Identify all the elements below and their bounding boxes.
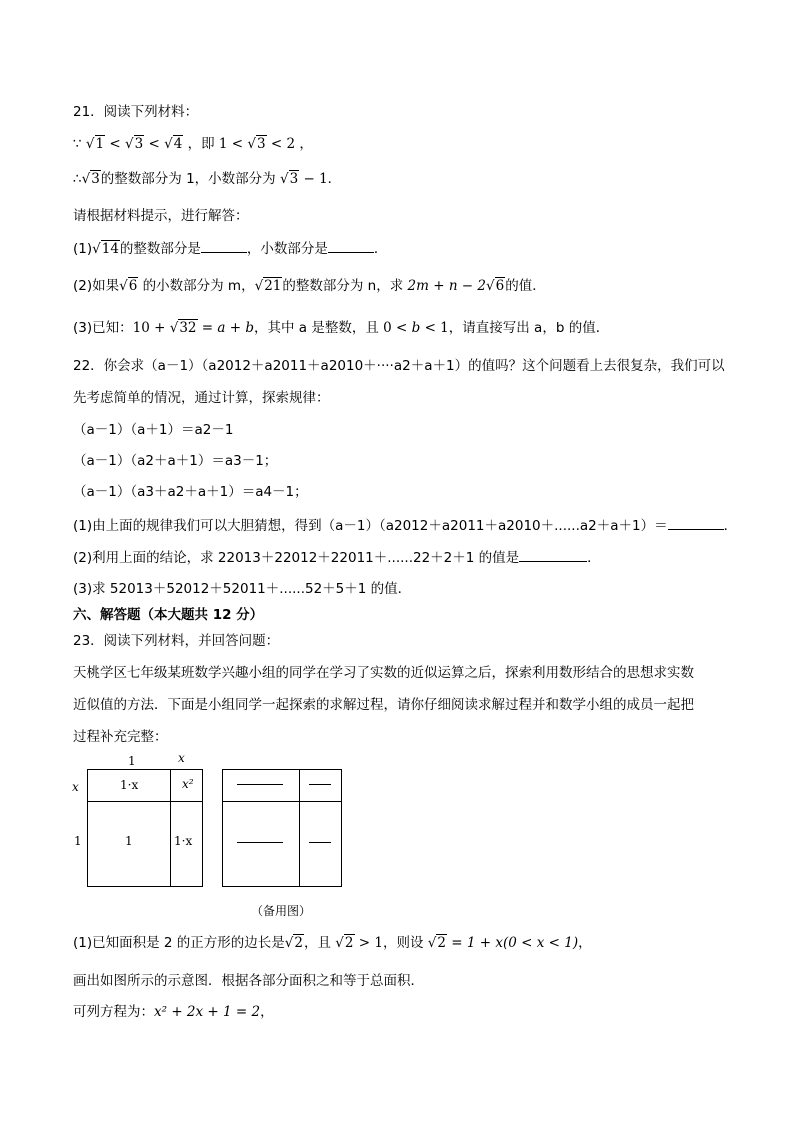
left-label-1: 1 <box>74 834 82 848</box>
section-heading: 六、解答题（本大题共 12 分） <box>73 607 264 623</box>
cell-1x-top: 1·x <box>120 778 139 792</box>
q22-line1: 22．你会求（a－1）（a2012＋a2011＋a2010＋····a2＋a＋1）的值吗？这个问题看上去很复杂，我们可以 <box>73 358 725 374</box>
cell-1x-right: 1·x <box>174 834 193 848</box>
q21-title: 21．阅读下列材料： <box>73 104 199 120</box>
q22-line2: 先考虑简单的情况，通过计算，探索规律： <box>73 390 330 406</box>
q22-part2: (2)利用上面的结论，求 22013＋22012＋22011＋......22＋2＋1 的值是 ． <box>73 550 601 566</box>
cell-x2: x² <box>182 777 194 791</box>
q23-para2: 近似值的方法．下面是小组同学一起探索的求解过程，请你仔细阅读求解过程并和数学小组的成员一起把 <box>73 697 694 713</box>
top-label-x: x <box>178 751 185 765</box>
q21-part3: (3)已知：10 + √32 = a + b，其中 a 是整数，且 0 < b < 1，请直接写出 a，b 的值． <box>73 320 610 336</box>
sqrt-3: √3 <box>125 136 144 152</box>
figure-caption: （备用图） <box>251 904 312 918</box>
answer-blank[interactable] <box>328 240 374 253</box>
q23-para1: 天桃学区七年级某班数学兴趣小组的同学在学习了实数的近似运算之后，探索利用数形结合的思想求实数 <box>73 665 694 681</box>
q21-line2: ∴√3的整数部分为 1，小数部分为 √3 − 1． <box>73 171 342 187</box>
q22-part3: (3)求 52013＋52012＋52011＋......52＋5＋1 的值． <box>73 581 412 597</box>
spare-grid <box>222 769 342 887</box>
q22-eq1: （a－1）（a＋1）＝a2－1 <box>73 422 234 438</box>
q22-eq3: （a－1）（a3＋a2＋a＋1）＝a4－1； <box>73 484 308 500</box>
q23-para3: 过程补充完整： <box>73 729 168 745</box>
top-label-1: 1 <box>128 754 136 768</box>
q23-equation: 可列方程为：x² + 2x + 1 = 2， <box>73 1004 274 1020</box>
sqrt-4: √4 <box>164 136 183 152</box>
answer-blank[interactable] <box>201 240 247 253</box>
answer-blank[interactable] <box>519 549 587 562</box>
q23-part1: (1)已知面积是 2 的正方形的边长是√2，且 √2 > 1，则设 √2 = 1 + x(0 < x < 1)， <box>73 935 592 951</box>
q23-title: 23．阅读下列材料，并回答问题： <box>73 633 280 649</box>
q21-part1: (1)√14的整数部分是 ，小数部分是 ． <box>73 241 388 257</box>
q23-draw-line: 画出如图所示的示意图．根据各部分面积之和等于总面积． <box>73 973 424 989</box>
area-grid <box>87 769 203 887</box>
sqrt-1: √1 <box>85 136 105 152</box>
q21-prompt: 请根据材料提示，进行解答： <box>73 208 249 224</box>
q22-part1: (1)由上面的规律我们可以大胆猜想，得到（a－1）（a2012＋a2011＋a2010＋......a2＋a＋1）＝ ． <box>73 518 738 534</box>
q21-part2: (2)如果√6 的小数部分为 m，√21的整数部分为 n，求 2m + n − 2√6的值． <box>73 278 546 294</box>
q22-eq2: （a－1）（a2＋a＋1）＝a3－1； <box>73 453 278 469</box>
cell-1: 1 <box>125 834 133 848</box>
q21-line1: ∵ √1 < √3 < √4 ，即 1 < √3 < 2 ， <box>73 136 313 152</box>
left-label-x: x <box>72 780 79 794</box>
answer-blank[interactable] <box>668 517 724 530</box>
